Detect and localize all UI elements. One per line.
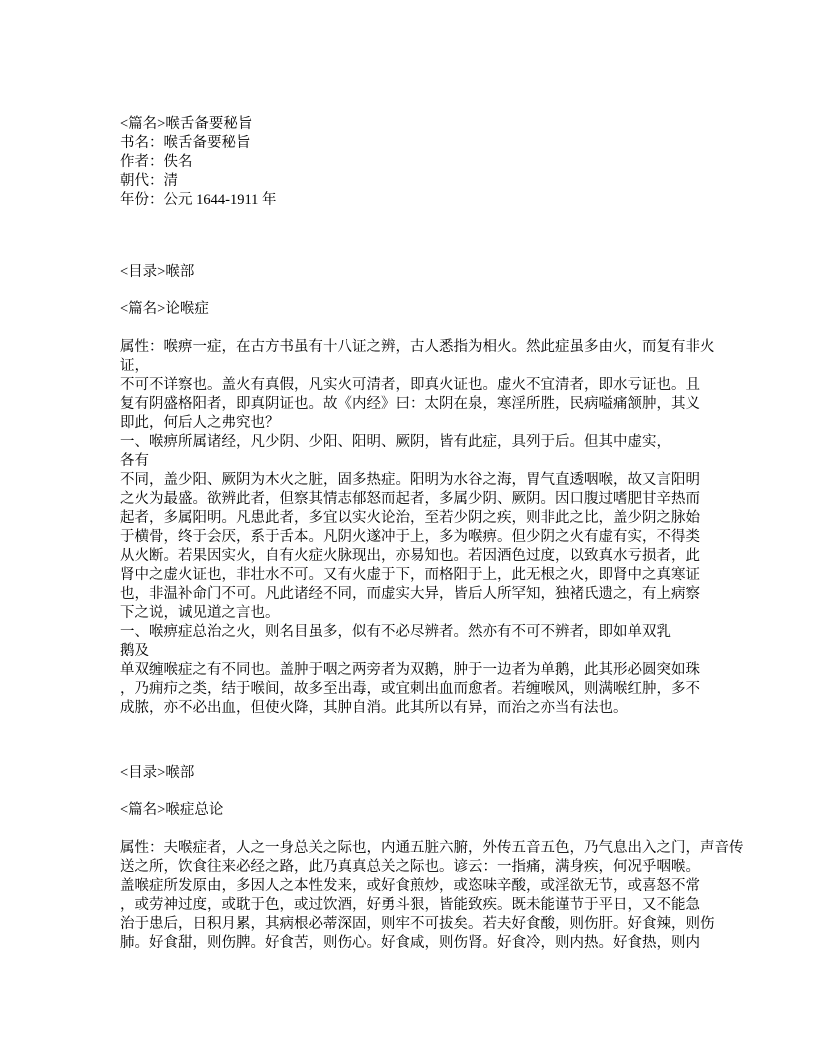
text-line: 各有 [120, 453, 149, 469]
document-header [120, 115, 760, 210]
section-title: <篇名>喉症总论 [120, 802, 224, 818]
text-line: 不可不详察也。盖火有真假，凡实火可清者，即真火证也。虚火不宜清者，即水亏证也。且 [120, 377, 700, 393]
section-hou-zheng-zong-lun [120, 764, 760, 953]
text-line: 属性：喉痹一症，在古方书虽有十八证之辨，古人悉指为相火。然此症虽多由火，而复有非火 [120, 339, 715, 355]
text-line: 一、喉痹症总治之火，则名目虽多，似有不必尽辨者。然亦有不可不辨者，即如单双乳 [120, 624, 671, 640]
text-line: ，或劳神过度，或耽于色，或过饮酒，好勇斗狠，皆能致疾。既未能谨节于平日，又不能急 [120, 897, 700, 913]
text-line: 证， [120, 358, 149, 374]
document-content [120, 115, 760, 953]
text-line: 复有阴盛格阳者，即真阴证也。故《内经》曰：太阴在泉，寒淫所胜，民病嗌痛颔肿，其义 [120, 396, 700, 412]
title-line: <篇名>喉舌备要秘旨 [120, 116, 253, 132]
text-line: 送之所，饮食往来必经之路，此乃真真总关之际也。谚云：一指痛，满身疾，何况乎咽喉。 [120, 859, 700, 875]
text-line: 于横骨，终于会厌，系于舌本。凡阴火遂冲于上，多为喉痹。但少阴之火有虚有实，不得类 [120, 529, 700, 545]
text-line: 一、喉痹所属诸经，凡少阴、少阳、阳明、厥阴，皆有此症，具列于后。但其中虚实， [120, 434, 671, 450]
text-line: 单双缠喉症之有不同也。盖肿于咽之两旁者为双鹅，肿于一边者为单鹅，此其形必圆突如珠 [120, 662, 700, 678]
text-line: 不同，盖少阳、厥阴为木火之脏，固多热症。阳明为水谷之海，胃气直透咽喉，故又言阳明 [120, 472, 700, 488]
author-line: 作者：佚名 [120, 154, 193, 170]
section-body [120, 839, 760, 953]
text-line: 盖喉症所发原由，多因人之本性发来，或好食煎炒，或恣味辛酸，或淫欲无节，或喜怒不常 [120, 878, 700, 894]
section-title: <篇名>论喉症 [120, 301, 209, 317]
toc-marker: <目录>喉部 [120, 765, 195, 781]
section-body [120, 338, 760, 718]
text-line: 下之说，诚见道之言也。 [120, 605, 280, 621]
section-lun-hou-zheng [120, 263, 760, 718]
text-line: 起者，多属阳明。凡患此者，多宜以实火论治，至若少阴之疾，则非此之比，盖少阴之脉始 [120, 510, 700, 526]
dynasty-line: 朝代：清 [120, 173, 178, 189]
toc-marker: <目录>喉部 [120, 264, 195, 280]
text-line: 也，非温补命门不可。凡此诸经不同，而虚实大异，皆后人所罕知，独褚氏遗之，有上病察 [120, 586, 700, 602]
text-line: 即此，何后人之弗究也？ [120, 415, 280, 431]
year-line: 年份：公元 1644-1911 年 [120, 192, 277, 208]
text-line: ，乃痈疖之类，结于喉间，故多至出毒，或宜刺出血而愈者。若缠喉风，则满喉红肿，多不 [120, 681, 700, 697]
text-line: 肾中之虚火证也，非壮水不可。又有火虚于下，而格阳于上，此无根之火，即肾中之真寒证 [120, 567, 700, 583]
text-line: 成脓，亦不必出血，但使火降，其肿自消。此其所以有异，而治之亦当有法也。 [120, 700, 628, 716]
text-line: 之火为最盛。欲辨此者，但察其情志郁怒而起者，多属少阴、厥阴。因口腹过嗜肥甘辛热而 [120, 491, 700, 507]
book-name-line: 书名：喉舌备要秘旨 [120, 135, 251, 151]
text-line: 属性：夫喉症者，人之一身总关之际也，内通五脏六腑，外传五音五色，乃气息出入之门，声音传 [120, 840, 744, 856]
text-line: 肺。好食甜，则伤脾。好食苦，则伤心。好食咸，则伤肾。好食冷，则内热。好食热，则内 [120, 935, 700, 951]
text-line: 从火断。若果因实火，自有火症火脉现出，亦易知也。若因酒色过度，以致真水亏损者，此 [120, 548, 700, 564]
text-line: 治于患后，日积月累，其病根必蒂深固，则牢不可拔矣。若夫好食酸，则伤肝。好食辣，则伤 [120, 916, 715, 932]
text-line: 鹅及 [120, 643, 149, 659]
